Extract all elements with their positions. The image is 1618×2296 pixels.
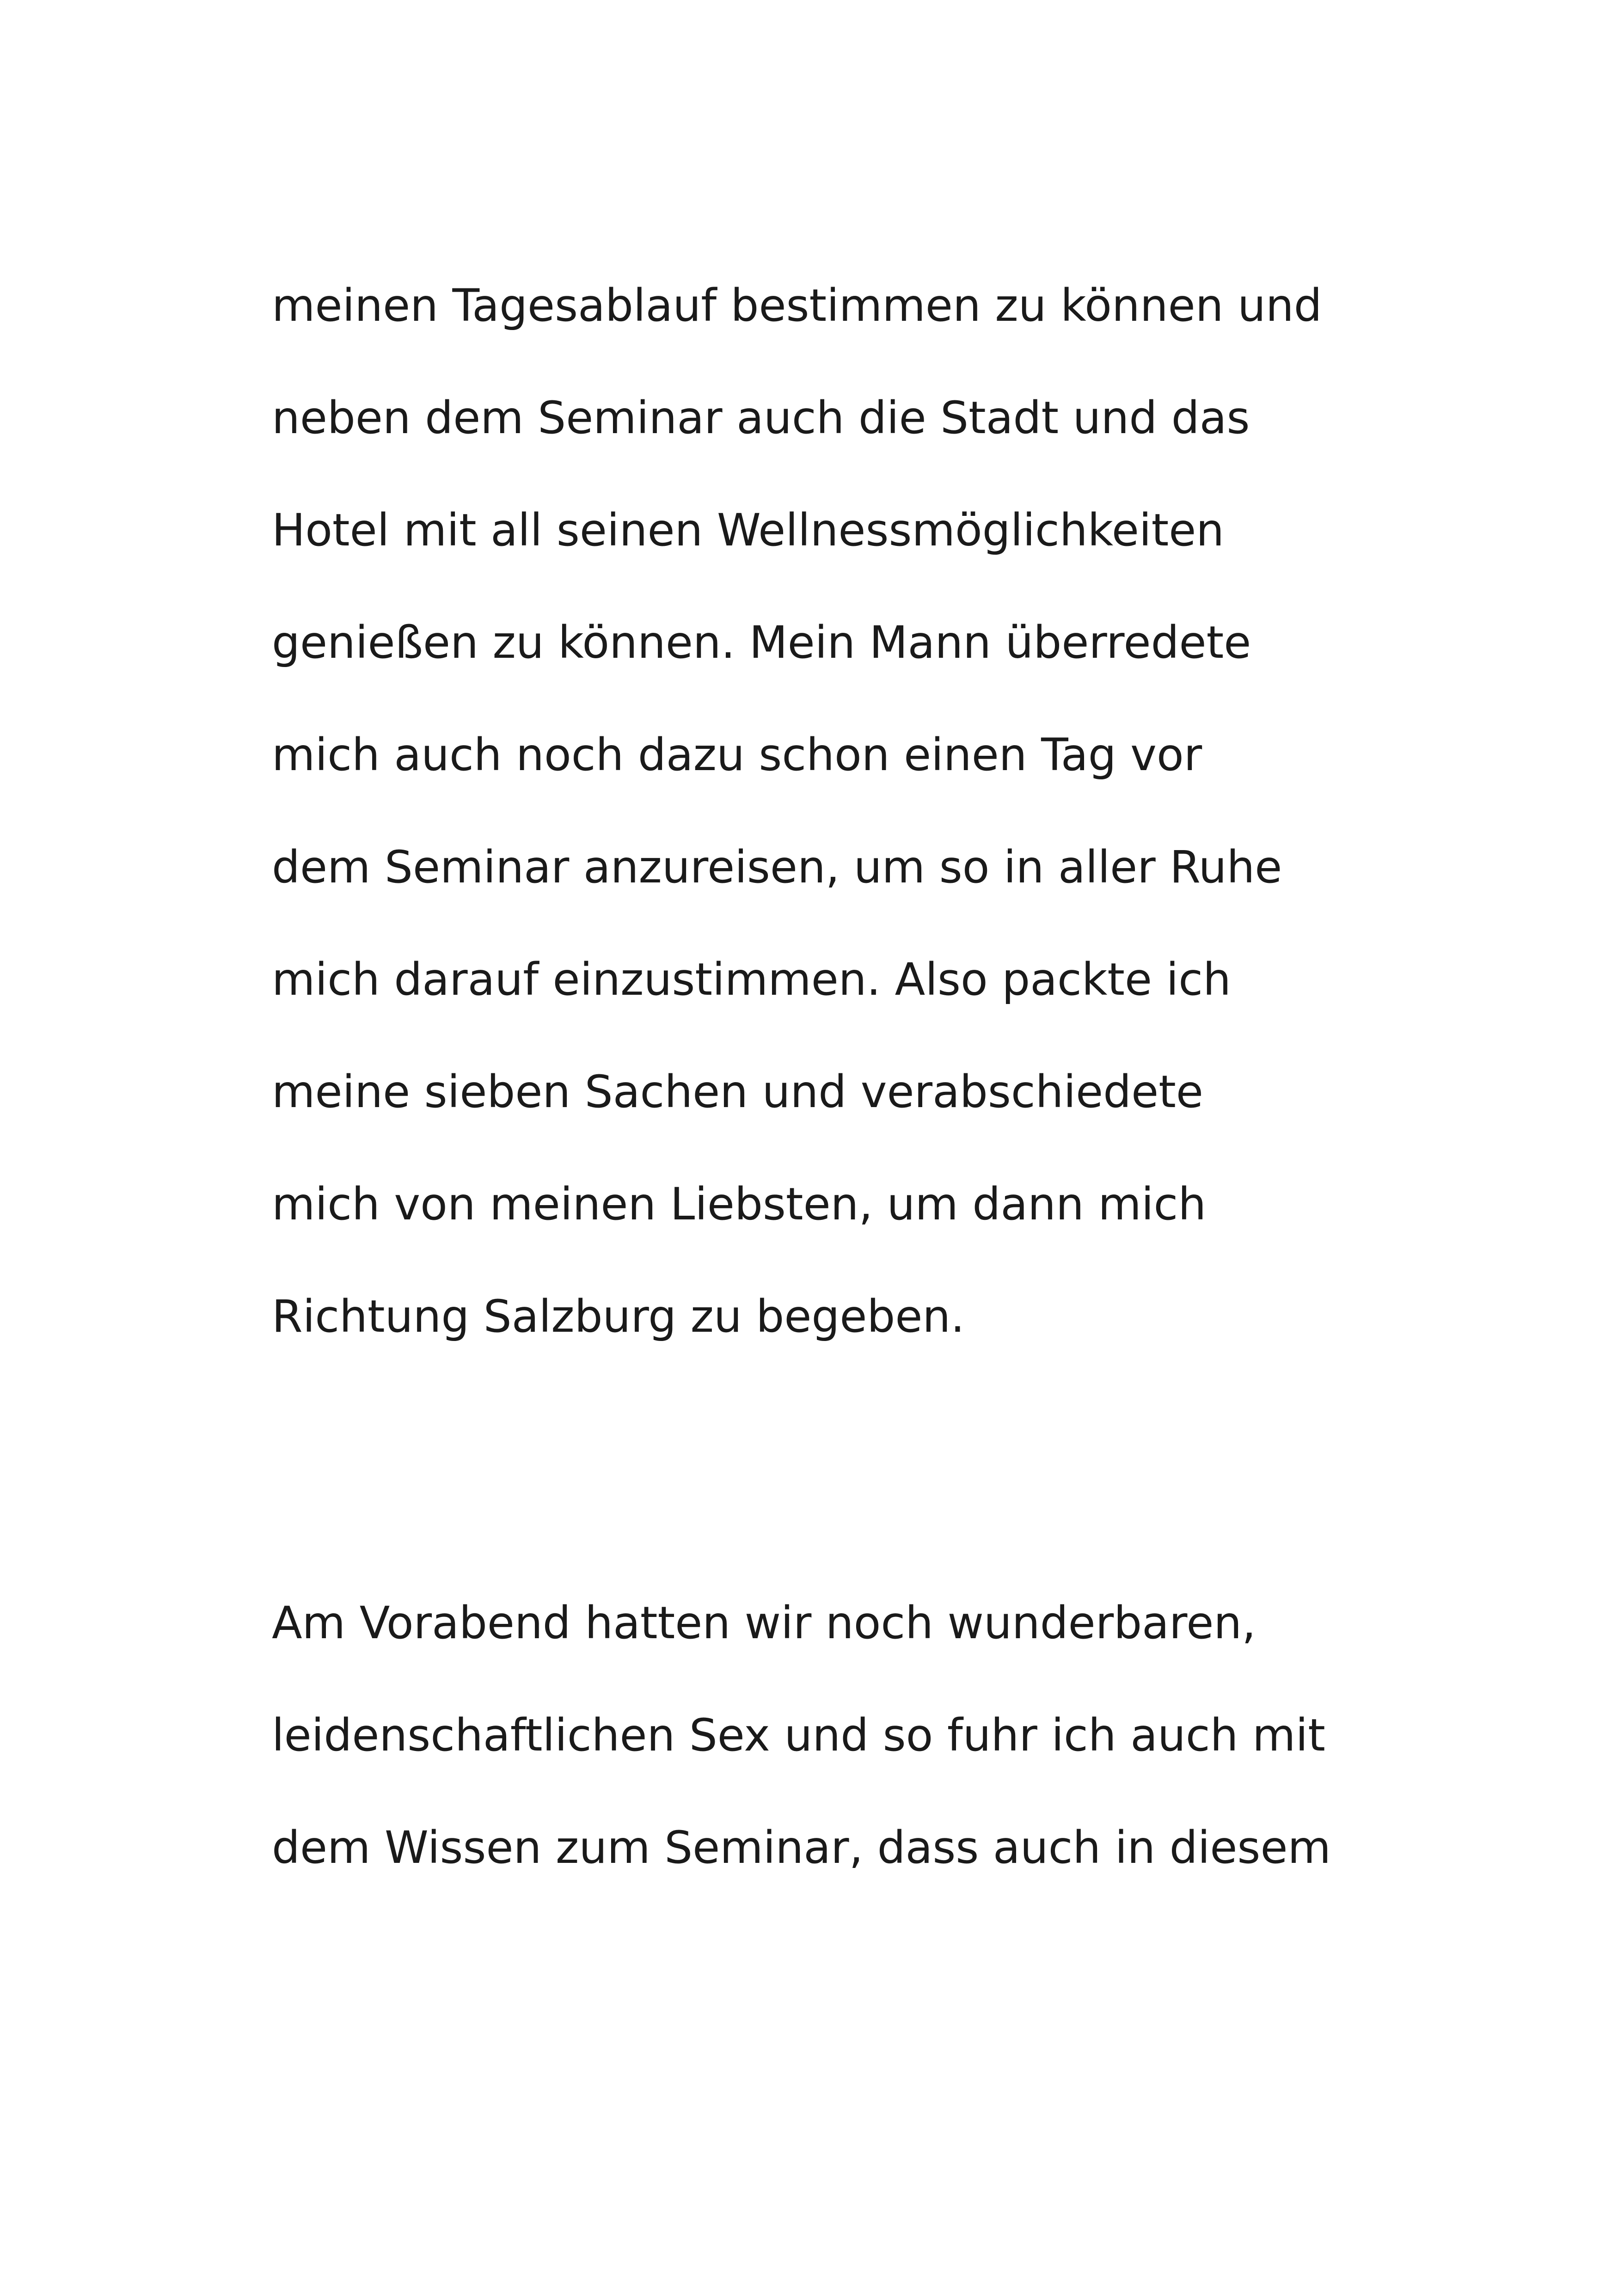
text-line: dem Seminar anzureisen, um so in aller Ruhe [272, 841, 1282, 893]
text-line: mich von meinen Liebsten, um dann mich [272, 1178, 1207, 1230]
text-line: mich darauf einzustimmen. Also packte ich [272, 954, 1231, 1005]
text-line: mich auch noch dazu schon einen Tag vor [272, 729, 1202, 781]
text-line: meine sieben Sachen und verabschiedete [272, 1066, 1203, 1118]
text-line: dem Wissen zum Seminar, dass auch in diesem [272, 1822, 1331, 1874]
text-line: leidenschaftlichen Sex und so fuhr ich auch mit [272, 1709, 1325, 1761]
text-line: Hotel mit all seinen Wellnessmöglichkeiten [272, 504, 1225, 556]
paragraph-1 [272, 250, 1381, 1373]
text-line: Am Vorabend hatten wir noch wunderbaren, [272, 1597, 1256, 1649]
text-line: genießen zu können. Mein Mann überredete [272, 617, 1251, 668]
paragraph-2 [272, 1567, 1381, 1904]
text-line: Richtung Salzburg zu begeben. [272, 1291, 965, 1342]
text-line: neben dem Seminar auch die Stadt und das [272, 392, 1250, 444]
text-line: meinen Tagesablauf bestimmen zu können und [272, 280, 1322, 331]
